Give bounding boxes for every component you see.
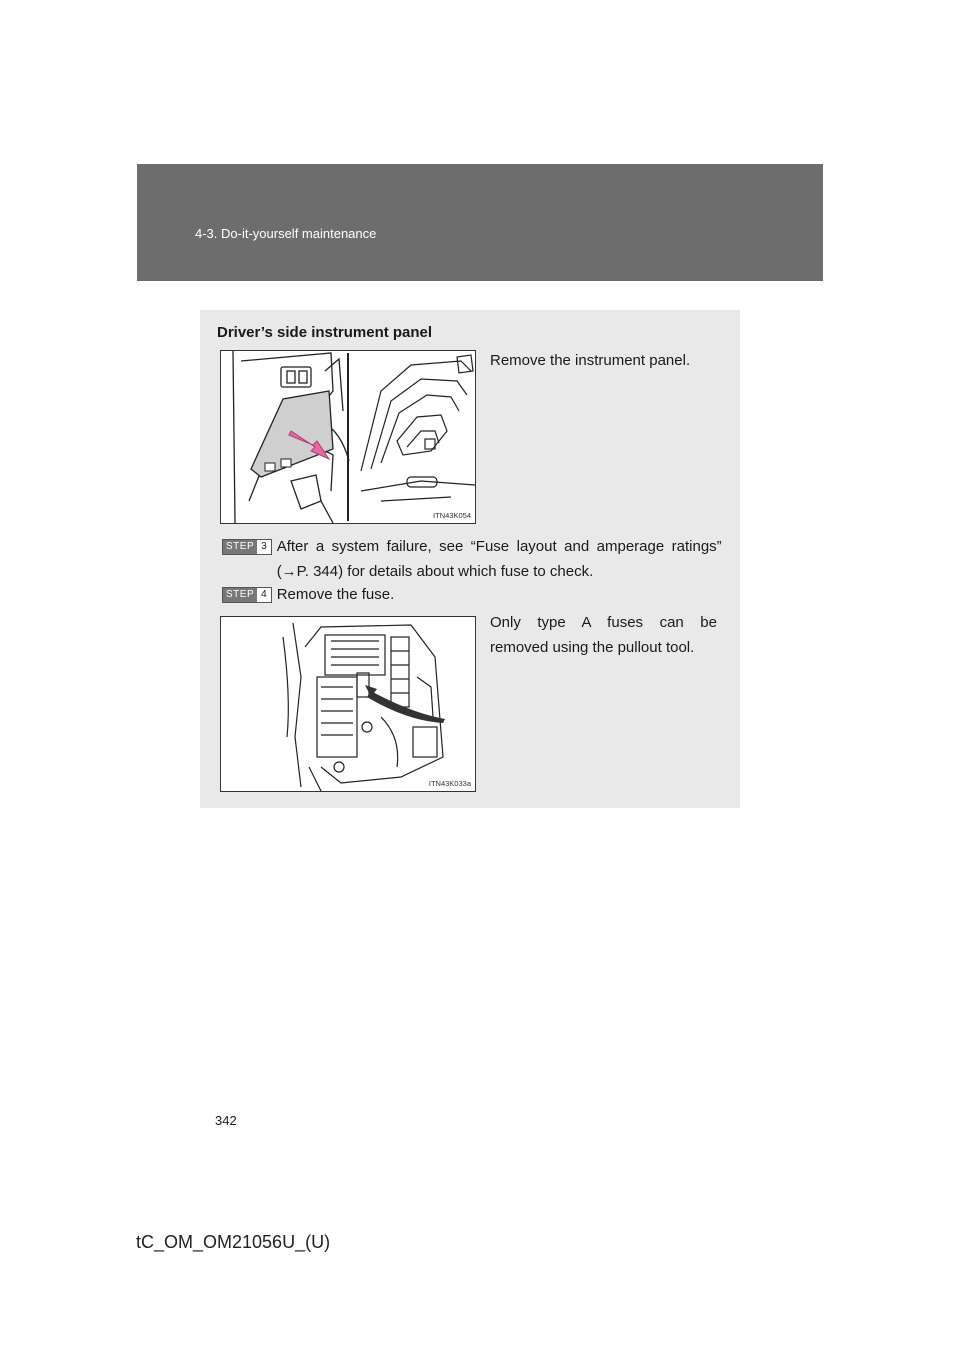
page-number: 342 (215, 1113, 237, 1128)
document-id: tC_OM_OM21056U_(U) (136, 1232, 331, 1252)
step-3 (222, 534, 722, 584)
figure-code: ITN43K033a (428, 779, 471, 788)
step-3-text: After a system failure, see “Fuse layout and amperage ratings” (→P. 344) for details about which fuse to check. (276, 538, 722, 580)
step-badge: STEP 3 (222, 539, 272, 555)
figure2-caption: Only type A fuses can be removed using the pullout tool. (490, 614, 717, 656)
panel-heading: Driver’s side instrument panel (217, 324, 433, 341)
step-4 (222, 582, 722, 607)
info-panel (200, 310, 740, 808)
fuse-box-figure (220, 616, 476, 792)
instrument-panel-illustration (221, 351, 475, 523)
instrument-panel-figure (220, 350, 476, 524)
figure1-caption: Remove the instrument panel. (490, 352, 691, 369)
figure-code: ITN43K054 (433, 511, 471, 520)
header-band (137, 164, 823, 281)
step-4-text: Remove the fuse. (276, 586, 395, 603)
step-badge: STEP 4 (222, 587, 272, 603)
fuse-box-illustration (221, 617, 475, 791)
section-title: 4-3. Do-it-yourself maintenance (195, 226, 377, 241)
